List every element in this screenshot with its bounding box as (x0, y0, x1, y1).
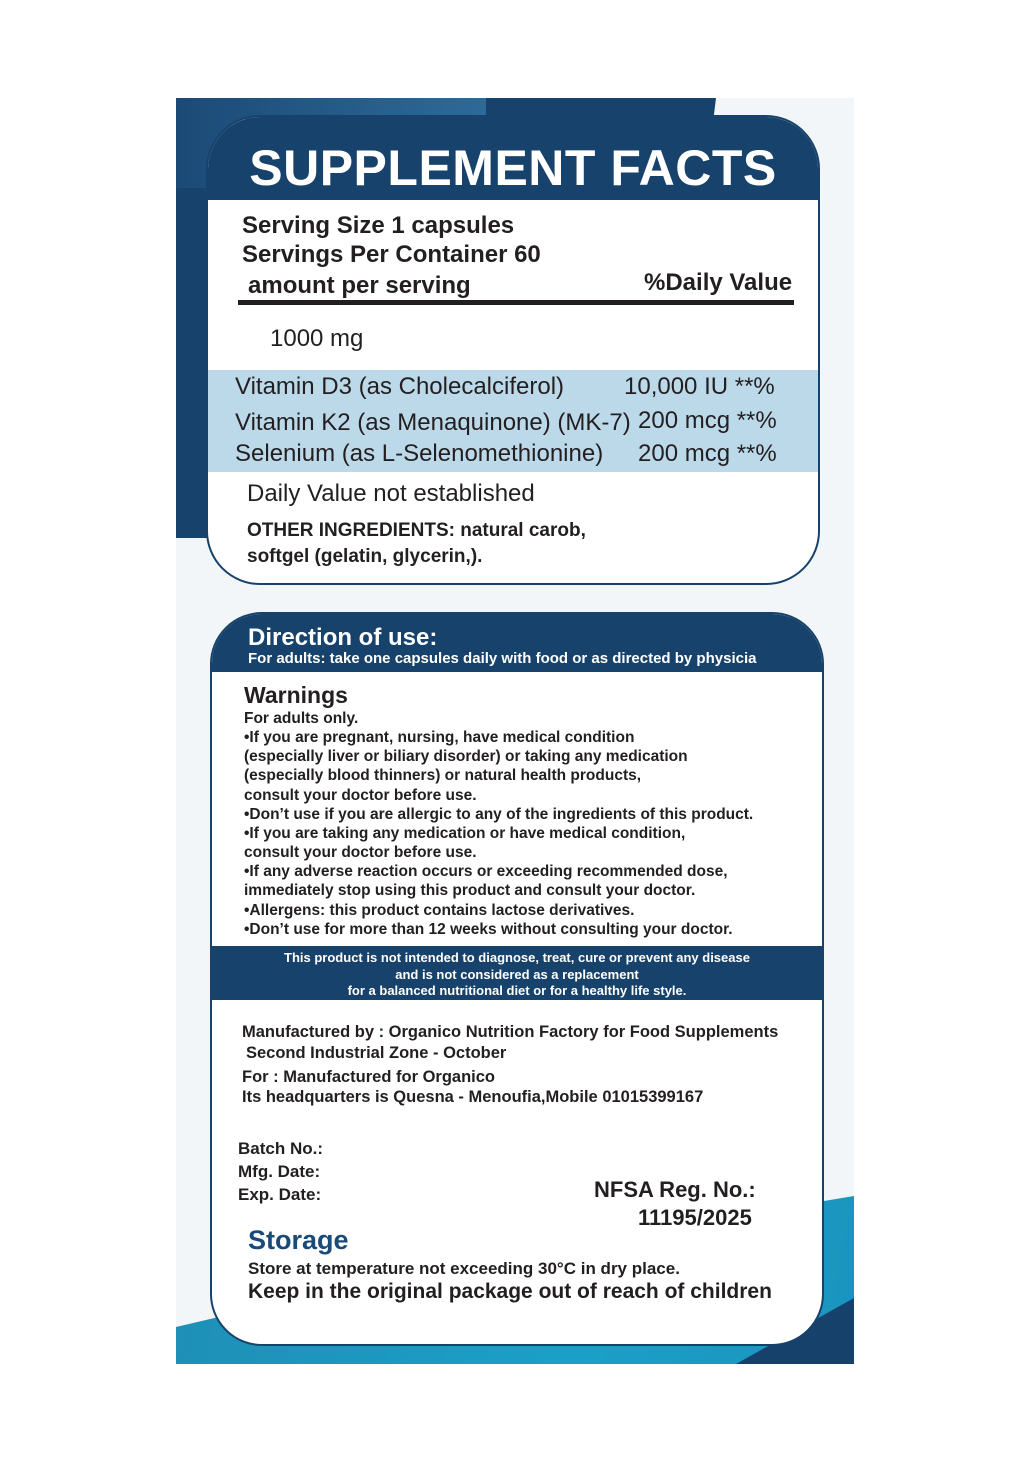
facts-title: SUPPLEMENT FACTS (249, 140, 777, 196)
warnings-title: Warnings (244, 682, 348, 708)
mfg-date: Mfg. Date: (238, 1162, 321, 1181)
supplement-facts-panel (206, 115, 820, 585)
amount-total: 1000 mg (270, 325, 364, 352)
header-divider (238, 300, 794, 305)
other-ingredients-continued: softgel (gelatin, glycerin,). (247, 546, 483, 567)
nutrient-name: Vitamin K2 (as Menaquinone) (MK-7) (235, 409, 631, 436)
warning-line: •If any adverse reaction occurs or exceeding recommended dose, (244, 863, 728, 880)
manufacturer-line: Manufactured by : Organico Nutrition Factory for Food Supplements (242, 1023, 779, 1041)
nutrient-name: Vitamin D3 (as Cholecalciferol) (235, 373, 565, 400)
direction-title: Direction of use: (248, 624, 438, 651)
warning-line: •Allergens: this product contains lactose derivatives. (244, 902, 635, 919)
other-ingredients: OTHER INGREDIENTS: natural carob, (247, 520, 586, 541)
warning-line: (especially liver or biliary disorder) or taking any medication (244, 748, 688, 765)
exp-date: Exp. Date: (238, 1185, 322, 1204)
warning-line: consult your doctor before use. (244, 844, 477, 861)
nutrient-amount: 10,000 IU **% (624, 373, 775, 400)
batch-number: Batch No.: (238, 1139, 323, 1158)
warning-line: consult your doctor before use. (244, 787, 477, 804)
storage-title: Storage (248, 1225, 349, 1255)
warning-line: •If you are taking any medication or have medical condition, (244, 825, 686, 842)
warning-line: •Don’t use for more than 12 weeks without consulting your doctor. (244, 921, 733, 938)
nutrient-amount: 200 mcg **% (638, 440, 777, 467)
daily-value-header: %Daily Value (644, 269, 793, 296)
warning-line: For adults only. (244, 710, 359, 727)
manufactured-for: For : Manufactured for Organico (242, 1068, 496, 1086)
warning-line: immediately stop using this product and consult your doctor. (244, 882, 696, 899)
amount-per-serving-header: amount per serving (248, 272, 471, 299)
warning-line: •If you are pregnant, nursing, have medical condition (244, 729, 635, 746)
nutrient-amount: 200 mcg **% (638, 407, 777, 434)
nfsa-label: NFSA Reg. No.: (594, 1177, 756, 1202)
facts-header (208, 117, 818, 200)
warning-line: (especially blood thinners) or natural health products, (244, 767, 642, 784)
headquarters: Its headquarters is Quesna - Menoufia,Mobile 01015399167 (242, 1088, 704, 1106)
serving-size: Serving Size 1 capsules (242, 212, 515, 239)
nutrient-name: Selenium (as L-Selenomethionine) (235, 440, 604, 467)
storage-line: Store at temperature not exceeding 30°C in dry place. (248, 1259, 680, 1278)
servings-per-container: Servings Per Container 60 (242, 241, 541, 268)
usage-panel (210, 612, 824, 1346)
warning-line: •Don’t use if you are allergic to any of the ingredients of this product. (244, 806, 754, 823)
nfsa-number: 11195/2025 (638, 1205, 752, 1230)
disclaimer-line: for a balanced nutritional diet or for a healthy life style. (347, 983, 687, 998)
disclaimer-line: and is not considered as a replacement (395, 967, 639, 982)
direction-header (212, 614, 822, 672)
disclaimer-band (212, 946, 822, 1000)
direction-text: For adults: take one capsules daily with food or as directed by physicia (248, 650, 757, 667)
manufacturer-address: Second Industrial Zone - October (246, 1044, 507, 1062)
storage-children-warning: Keep in the original package out of reach of children (248, 1280, 772, 1303)
daily-value-note: Daily Value not established (247, 480, 535, 507)
disclaimer-line: This product is not intended to diagnose, treat, cure or prevent any disease (284, 950, 750, 965)
